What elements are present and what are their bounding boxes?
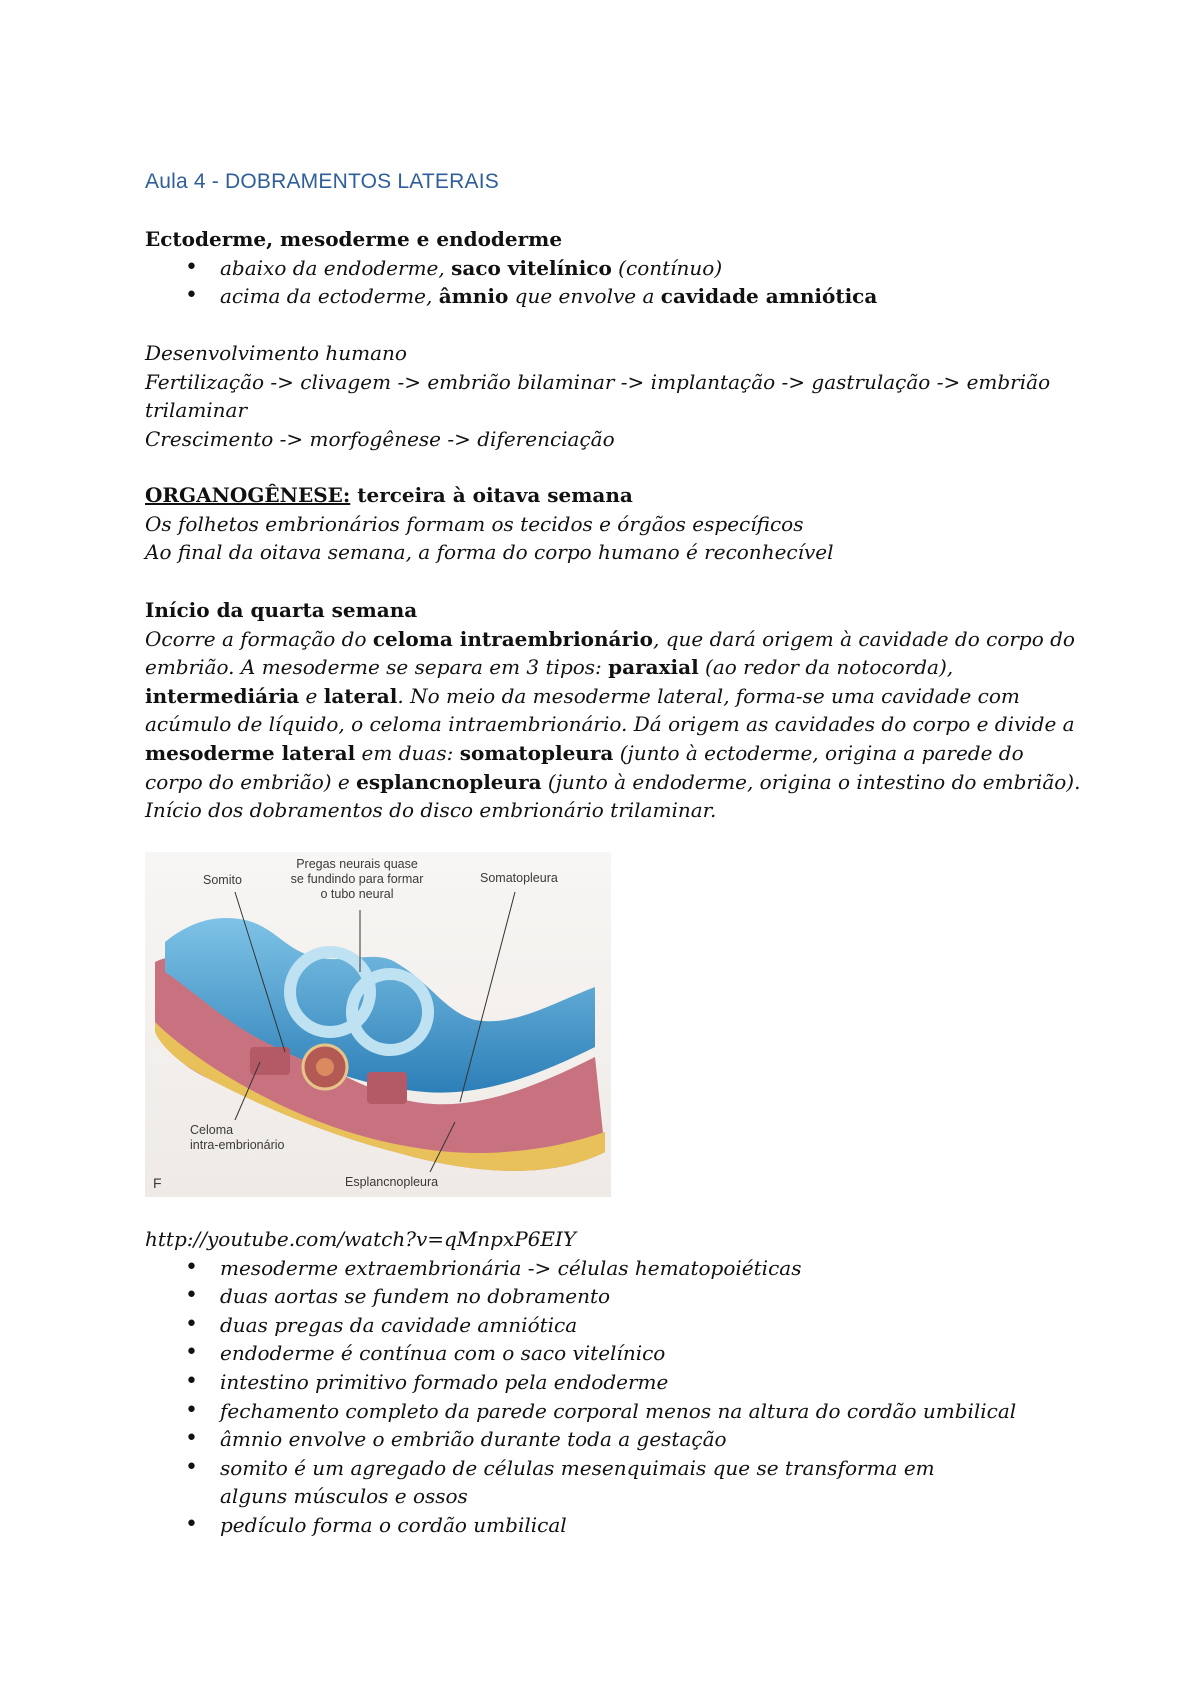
text-span: acima da ectoderme, <box>220 284 439 309</box>
text-span: que envolve a <box>508 284 661 309</box>
list-item: • duas pregas da cavidade amniótica <box>145 1311 1085 1340</box>
list-item: • fechamento completo da parede corporal menos na altura do cordão umbilical <box>145 1397 1085 1426</box>
embryo-fold-figure <box>145 852 611 1197</box>
text-span: (junto à ectoderme, origina a parede do corpo do embrião) e <box>145 740 1024 794</box>
label-somito: Somito <box>203 873 242 887</box>
coelom-cavity <box>367 1072 407 1104</box>
list-item: • mesoderme extraembrionária -> células hematopoiéticas <box>145 1254 1085 1283</box>
somite-core <box>316 1058 334 1076</box>
section-heading <box>145 481 1085 510</box>
list-item <box>145 282 1085 311</box>
text-span: abaixo da endoderme, <box>220 255 452 280</box>
text-span: e <box>299 683 324 708</box>
embryo-illustration <box>145 852 611 1197</box>
text-line: Ao final da oitava semana, a forma do corpo humano é reconhecível <box>145 540 834 565</box>
section-video-notes <box>145 1225 1085 1540</box>
label-celoma-2: intra-embrionário <box>190 1138 285 1152</box>
list-item <box>145 254 1085 283</box>
label-celoma-1: Celoma <box>190 1123 234 1137</box>
text-line: Fertilização -> clivagem -> embrião bilaminar -> implantação -> gastrulação -> embrião trilaminar <box>145 369 1051 423</box>
text-line: Desenvolvimento humano <box>145 341 407 365</box>
label-f: F <box>153 1175 162 1191</box>
bold-term: celoma intraembrionário <box>372 626 653 651</box>
document-title: Aula 4 - DOBRAMENTOS LATERAIS <box>145 170 499 193</box>
list-item: • endoderme é contínua com o saco vitelínico <box>145 1339 1085 1368</box>
bold-term: saco vitelínico <box>451 255 612 280</box>
bold-term: lateral <box>323 683 398 708</box>
video-link[interactable]: http://youtube.com/watch?v=qMnpxP6EIY <box>145 1227 577 1251</box>
list-item: • âmnio envolve o embrião durante toda a gestação <box>145 1425 1085 1454</box>
label-somatopleura: Somatopleura <box>480 871 558 885</box>
bold-term: intermediária <box>145 683 300 708</box>
label-pregas-1: Pregas neurais quase <box>296 857 418 871</box>
section-development <box>145 339 1085 453</box>
section-heading: Início da quarta semana <box>145 598 418 622</box>
bold-term: cavidade amniótica <box>660 284 878 309</box>
text-line: Crescimento -> morfogênese -> diferenciação <box>145 426 615 451</box>
section-fourth-week <box>145 596 1085 825</box>
text-span: . No meio da mesoderme lateral, forma-se uma cavidade com acúmulo de líquido, o celoma intraembrionário. Dá origem as cavidades do corpo e divide a <box>145 683 1075 737</box>
section-heading: Ectoderme, mesoderme e endoderme <box>145 227 563 251</box>
heading-rest: terceira à oitava semana <box>350 483 633 507</box>
text-span: (contínuo) <box>611 255 723 280</box>
bold-term: âmnio <box>438 284 509 309</box>
label-pregas-2: se fundindo para formar <box>290 872 424 886</box>
text-span: em duas: <box>355 740 460 765</box>
list-item: • intestino primitivo formado pela endoderme <box>145 1368 1085 1397</box>
list-item: • somito é um agregado de células mesenquimais que se transforma em alguns músculos e ossos <box>145 1454 1085 1511</box>
bold-term: mesoderme lateral <box>145 740 356 765</box>
list-item: • pedículo forma o cordão umbilical <box>145 1511 1085 1540</box>
text-span: Ocorre a formação do <box>145 626 373 651</box>
label-esplancnopleura: Esplancnopleura <box>345 1175 439 1189</box>
section-organogenesis <box>145 481 1085 567</box>
bullet-list <box>145 1254 1085 1540</box>
heading-underlined: ORGANOGÊNESE: <box>145 483 351 507</box>
text-span: (junto à endoderme, origina o intestino do embrião). Início dos dobramentos do disco embrionário trilaminar. <box>145 769 1081 823</box>
list-item: • duas aortas se fundem no dobramento <box>145 1282 1085 1311</box>
text-span: , que dará origem à cavidade do corpo do embrião. A mesoderme se separa em 3 tipos: <box>145 626 1075 680</box>
bold-term: esplancnopleura <box>356 769 542 794</box>
bold-term: paraxial <box>608 655 699 680</box>
bullet-list <box>145 254 1085 311</box>
text-line: Os folhetos embrionários formam os tecidos e órgãos específicos <box>145 511 804 536</box>
section-germ-layers <box>145 225 1085 311</box>
bold-term: somatopleura <box>459 740 614 765</box>
paragraph <box>145 625 1085 825</box>
text-span: (ao redor da notocorda), <box>698 655 954 680</box>
label-pregas-3: o tubo neural <box>320 887 394 901</box>
